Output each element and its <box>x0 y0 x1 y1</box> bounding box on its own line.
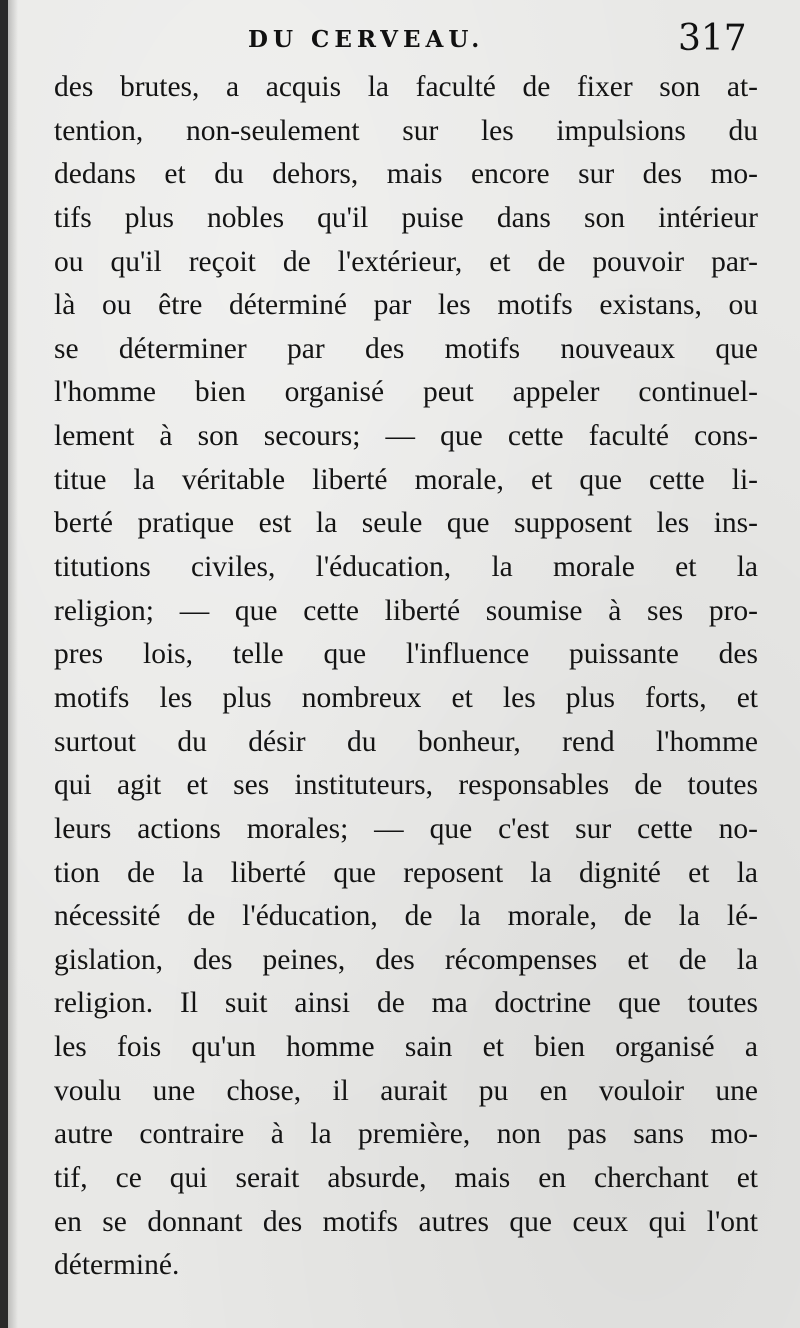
text-line: dedans et du dehors, mais encore sur des mo- <box>54 158 758 191</box>
text-line: tention, non-seulement sur les impulsions du <box>54 114 758 147</box>
text-line: les fois qu'un homme sain et bien organisé a <box>54 1031 758 1064</box>
text-line: surtout du désir du bonheur, rend l'homme <box>54 725 758 758</box>
text-line-last: déterminé. <box>54 1249 180 1282</box>
text-line: là ou être déterminé par les motifs existans, ou <box>54 289 758 322</box>
text-line: qui agit et ses instituteurs, responsables de toutes <box>54 769 758 802</box>
text-line: voulu une chose, il aurait pu en vouloir une <box>54 1074 758 1107</box>
text-line: gislation, des peines, des récompenses et de la <box>54 943 758 976</box>
text-line: titutions civiles, l'éducation, la morale et la <box>54 551 758 584</box>
text-line: motifs les plus nombreux et les plus forts, et <box>54 681 758 714</box>
text-line: religion; — que cette liberté soumise à ses pro- <box>54 594 758 627</box>
text-line: nécessité de l'éducation, de la morale, de la lé- <box>54 900 758 933</box>
text-line: ou qu'il reçoit de l'extérieur, et de pouvoir par- <box>54 245 758 278</box>
text-line: en se donnant des motifs autres que ceux qui l'ont <box>54 1205 758 1238</box>
text-line: lement à son secours; — que cette faculté cons- <box>54 420 758 453</box>
page-edge-shadow <box>8 0 18 1328</box>
body-text <box>54 66 758 1288</box>
text-line: religion. Il suit ainsi de ma doctrine que toutes <box>54 987 758 1020</box>
text-line: leurs actions morales; — que c'est sur cette no- <box>54 812 758 845</box>
text-line: se déterminer par des motifs nouveaux que <box>54 332 758 365</box>
text-line: des brutes, a acquis la faculté de fixer son at- <box>54 71 758 103</box>
text-line: tion de la liberté que reposent la dignité et la <box>54 856 758 889</box>
book-page <box>8 0 800 1328</box>
text-line: tifs plus nobles qu'il puise dans son intérieur <box>54 201 758 234</box>
running-head: DU CERVEAU. <box>248 26 485 53</box>
text-line: autre contraire à la première, non pas sans mo- <box>54 1118 758 1151</box>
text-line: tif, ce qui serait absurde, mais en cherchant et <box>54 1162 758 1195</box>
text-line: titue la véritable liberté morale, et que cette li- <box>54 463 758 496</box>
page-number: 317 <box>678 18 747 59</box>
page-header <box>8 18 800 64</box>
text-line: pres lois, telle que l'influence puissante des <box>54 638 758 671</box>
text-line: l'homme bien organisé peut appeler continuel- <box>54 376 758 409</box>
text-line: berté pratique est la seule que supposent les ins- <box>54 507 758 540</box>
